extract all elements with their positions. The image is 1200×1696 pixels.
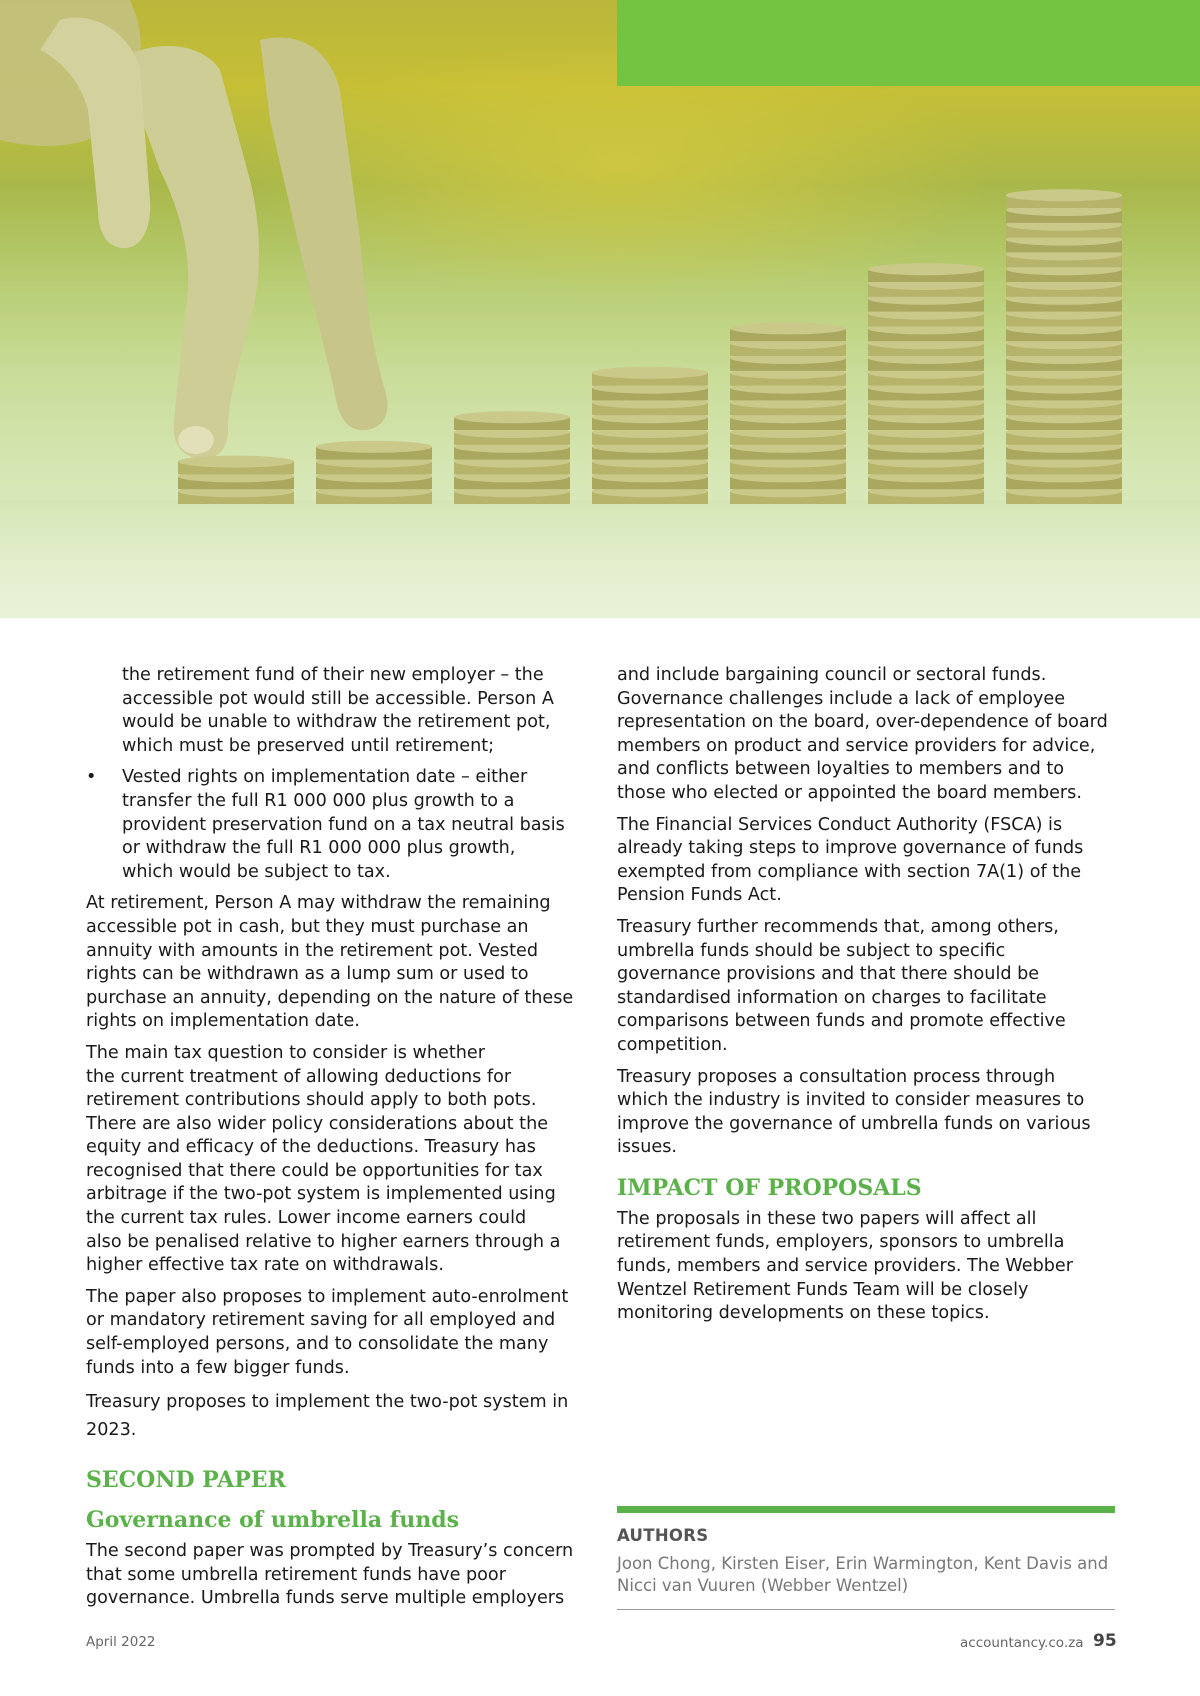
left-column (86, 664, 586, 1619)
paragraph-second-paper (86, 1540, 586, 1611)
text-line: umbrella funds should be subject to specific (617, 940, 1006, 961)
paragraph-consultation (617, 1066, 1115, 1160)
heading-governance-umbrella-funds: Governance of umbrella funds (86, 1507, 460, 1534)
text-line: which the industry is invited to consider measures to (617, 1090, 1085, 1111)
text-line: higher effective tax rate on withdrawals. (86, 1255, 444, 1276)
intro-paragraph (86, 664, 586, 758)
page-number: 95 (1093, 1631, 1117, 1651)
text-line: The second paper was prompted by Treasury’s concern (86, 1541, 574, 1562)
text-line: The main tax question to consider is whether (86, 1042, 485, 1063)
text-line: or mandatory retirement saving for all employed and (86, 1310, 556, 1331)
text-line: Vested rights on implementation date – either (122, 767, 528, 788)
bullet-item-vested-rights (86, 766, 586, 884)
coin-stack (868, 263, 984, 504)
text-line: retirement funds, employers, sponsors to umbrella (617, 1232, 1065, 1253)
text-line: funds into a few bigger funds. (86, 1357, 350, 1378)
text-line: which must be preserved until retirement; (122, 735, 495, 756)
text-line: recognised that there could be opportunities for tax (86, 1160, 543, 1181)
text-line: representation on the board, over-dependence of board (617, 712, 1108, 733)
text-line: and conflicts between loyalties to members and to (617, 759, 1065, 780)
coin-icon (592, 367, 708, 379)
coin-icon (454, 411, 570, 423)
heading-second-paper: SECOND PAPER (86, 1467, 286, 1494)
authors-title: AUTHORS (617, 1526, 709, 1545)
text-line: or withdraw the full R1 000 000 plus growth, (122, 838, 516, 859)
text-line: governance provisions and that there should be (617, 964, 1040, 985)
coin-stack (1006, 189, 1122, 504)
text-line: members on product and service providers for advice, (617, 735, 1096, 756)
hero-accent-bar (617, 0, 1200, 86)
text-line: would be unable to withdraw the retirement pot, (122, 712, 551, 733)
text-line: At retirement, Person A may withdraw the remaining (86, 893, 551, 914)
text-line: issues. (617, 1137, 677, 1158)
text-line: the retirement fund of their new employer – the (122, 665, 544, 685)
heading-impact-of-proposals: IMPACT OF PROPOSALS (617, 1174, 922, 1201)
authors-names (617, 1553, 1115, 1597)
paragraph-impact (617, 1208, 1115, 1326)
text-line: The proposals in these two papers will affect all (617, 1208, 1037, 1229)
text-line: Joon Chong, Kirsten Eiser, Erin Warmington, Kent Davis and (617, 1554, 1109, 1573)
coin-icon (178, 456, 294, 468)
bullet-icon: • (86, 767, 97, 788)
text-line: accessible pot would still be accessible. Person A (122, 688, 554, 709)
text-line: the current tax rules. Lower income earners could (86, 1208, 527, 1229)
text-line: Treasury proposes a consultation process through (617, 1066, 1056, 1087)
text-line: the current treatment of allowing deductions for (86, 1066, 512, 1087)
coin-stack (730, 322, 846, 504)
text-line: retirement contributions should apply to both pots. (86, 1090, 537, 1111)
text-line: Pension Funds Act. (617, 885, 782, 906)
text-line: Treasury further recommends that, among others, (617, 916, 1059, 937)
text-line: already taking steps to improve governance of funds (617, 838, 1084, 859)
text-line: rights can be withdrawn as a lump sum or used to (86, 964, 529, 985)
text-line: that some umbrella retirement funds have poor (86, 1564, 506, 1585)
coin-stack (178, 456, 294, 504)
paragraph-tax-question (86, 1042, 586, 1278)
authors-accent-bar (617, 1506, 1115, 1513)
footer-date: April 2022 (86, 1634, 156, 1650)
text-line: 2023. (86, 1420, 137, 1441)
footer-website: accountancy.co.za (960, 1635, 1084, 1651)
text-line: The paper also proposes to implement auto-enrolment (86, 1286, 569, 1307)
text-line: exempted from compliance with section 7A(1) of the (617, 861, 1082, 882)
paragraph-treasury-recommends (617, 916, 1115, 1058)
text-line: Governance challenges include a lack of employee (617, 688, 1066, 709)
text-line: There are also wider policy considerations about the (86, 1113, 549, 1134)
coin-icon (1006, 189, 1122, 201)
text-line: governance. Umbrella funds serve multiple employers (86, 1588, 565, 1609)
coin-stack (592, 367, 708, 504)
coin-icon (730, 322, 846, 334)
text-line: The Financial Services Conduct Authority (FSCA) is (617, 814, 1063, 835)
hand-icon (0, 0, 388, 459)
text-line: and include bargaining council or sectoral funds. (617, 665, 1047, 685)
paragraph-at-retirement (86, 892, 586, 1034)
authors-divider (617, 1609, 1115, 1610)
text-line: competition. (617, 1034, 728, 1055)
text-line: Wentzel Retirement Funds Team will be closely (617, 1279, 1029, 1300)
text-line: transfer the full R1 000 000 plus growth to a (122, 790, 515, 811)
text-line: equity and efficacy of the deductions. Treasury has (86, 1137, 536, 1158)
paragraph-auto-enrolment (86, 1286, 586, 1380)
text-line: standardised information on charges to facilitate (617, 987, 1047, 1008)
text-line: purchase an annuity, depending on the nature of these (86, 987, 574, 1008)
text-line: improve the governance of umbrella funds on various (617, 1113, 1091, 1134)
coin-icon (316, 441, 432, 453)
text-line: Nicci van Vuuren (Webber Wentzel) (617, 1576, 909, 1595)
paragraph-governance-challenges (617, 664, 1115, 806)
text-line: provident preservation fund on a tax neutral basis (122, 814, 565, 835)
text-line: self-employed persons, and to consolidate the many (86, 1334, 549, 1355)
paragraph-two-pot-2023 (86, 1388, 586, 1444)
text-line: annuity with amounts in the retirement pot. Vested (86, 940, 538, 961)
paragraph-fsca (617, 814, 1115, 908)
text-line: Treasury proposes to implement the two-pot system in (86, 1392, 569, 1413)
coin-stack (454, 411, 570, 504)
right-column (617, 664, 1115, 1334)
hero-image (0, 0, 1200, 618)
text-line: arbitrage if the two-pot system is implemented using (86, 1184, 556, 1205)
text-line: which would be subject to tax. (122, 861, 391, 882)
coin-icon (868, 263, 984, 275)
text-line: also be penalised relative to higher earners through a (86, 1231, 561, 1252)
text-line: comparisons between funds and promote effective (617, 1011, 1066, 1032)
text-line: those who elected or appointed the board members. (617, 782, 1082, 803)
text-line: accessible pot in cash, but they must purchase an (86, 916, 529, 937)
coin-stacks-illustration (0, 0, 1200, 618)
text-line: rights on implementation date. (86, 1011, 360, 1032)
text-line: monitoring developments on these topics. (617, 1303, 990, 1324)
coin-stack (316, 441, 432, 504)
text-line: funds, members and service providers. The Webber (617, 1256, 1073, 1277)
